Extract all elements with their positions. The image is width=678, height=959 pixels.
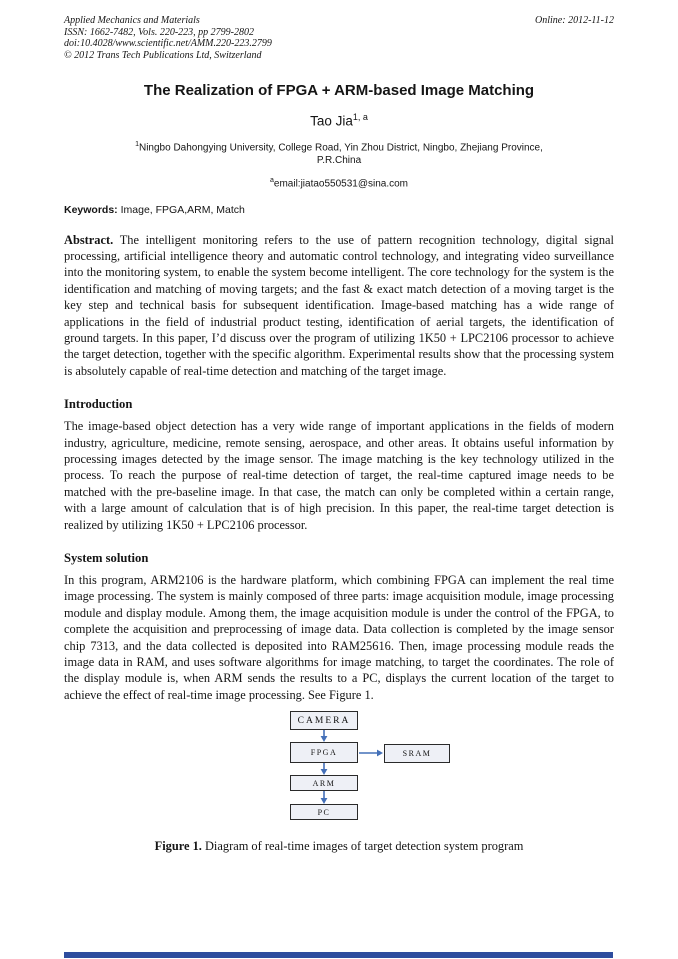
footer-bar [64,952,613,958]
issn-line: ISSN: 1662-7482, Vols. 220-223, pp 2799-2802 [64,26,254,38]
section-heading-system-solution: System solution [64,551,149,566]
author-superscript: 1, a [352,112,368,123]
figure1-caption [0,839,678,854]
email-line [0,177,678,189]
doi-line: doi:10.4028/www.scientific.net/AMM.220-223.2799 [64,38,272,50]
copyright-line: © 2012 Trans Tech Publications Ltd, Switzerland [64,49,262,61]
diagram-box-arm: ARM [290,775,358,791]
online-date: Online: 2012-11-12 [535,15,614,26]
author-line [0,112,678,129]
figure1-diagram [0,709,678,827]
system-solution-paragraph: In this program, ARM2106 is the hardware platform, which combining FPGA can implement the real time image processing. The system is mainly composed of three parts: image acquisition module, image processing module and display module. Among them, the image acquisition module is under the control of the FPGA, to complete the acquisition and preprocessing of image data. Data collection is completed by the image sensor chip 7313, and the data collected is deposited into RAM25616. Then, image processing module reads the image data in RAM, and uses software algorithms for image matching, to target the coordinates. The role of the display module is, when ARM sends the results to a PC, displays the current location of the target to achieve the effect of real-time image processing. See Figure 1. [64,573,614,702]
email-superscript: a [269,177,274,185]
diagram-box-camera: CAMERA [290,711,358,730]
figure1-caption-label: Figure 1. [154,839,202,854]
introduction-paragraph: The image-based object detection has a very wide range of important applications in the fields of modern industry, agriculture, medicine, remote sensing, aerospace, and other areas. It obtains useful information by processing images detected by the image sensor. The image matching is the key technology utilized in the process. To reach the purpose of real-time detection of target, the real-time captured image needs to be matched with the pre-baseline image. In that case, the match can only be completed within a certain range, with a large amount of calculation that is of high precision. In this paper, the real-time target detection is realized by utilizing 1K50 + LPC2106 processor. [64,419,614,532]
author-name: Tao Jia [310,113,353,129]
figure1-caption-text: Diagram of real-time images of target detection system program [201,839,524,854]
keywords-value: Image, FPGA,ARM, Match [120,203,245,216]
abstract-text: The intelligent monitoring refers to the use of pattern recognition technology, digital signal processing, artificial intelligence theory and automatic control technology, and integrating video surveillance into the monitoring system, to enable the system become intelligent. The core technology for the system is the identification and matching of moving targets; and the fast & exact match detection of a moving target is the key step and technical basis for subsequent identification. Image-based matching has a wide range of applications in the field of industrial product testing, identification of aerial targets, the identification of ground targets. In this paper, I’d discuss over the program of utilizing 1K50 + LPC2106 processor to achieve the target detection, together with the specific algorithm. Experimental results show that the processing system is absolutely capable of real-time detection and matching of the target image. [64,232,614,378]
abstract-paragraph [64,232,614,380]
page-header [0,0,678,61]
diagram-box-pc: PC [290,804,358,820]
abstract-label: Abstract. [64,232,114,247]
paper-title: The Realization of FPGA + ARM-based Image Matching [143,82,535,100]
affiliation [0,138,678,167]
keywords-line [64,204,614,216]
journal-name: Applied Mechanics and Materials [64,15,200,26]
diagram-box-fpga: FPGA [290,742,358,763]
email-text: email:jiatao550531@sina.com [273,178,409,190]
journal-info [64,15,272,61]
affiliation-line1: $^1$Ningbo Dahongying University, College Road, Yin Zhou District, Ningbo, Zhejiang Province, [135,140,543,154]
affiliation-line2: P.R.China [316,155,362,167]
keywords-label: Keywords: [64,203,118,216]
affiliation-superscript: 1 [135,140,139,148]
diagram-box-sram: SRAM [384,744,450,763]
section-heading-introduction: Introduction [64,397,133,412]
